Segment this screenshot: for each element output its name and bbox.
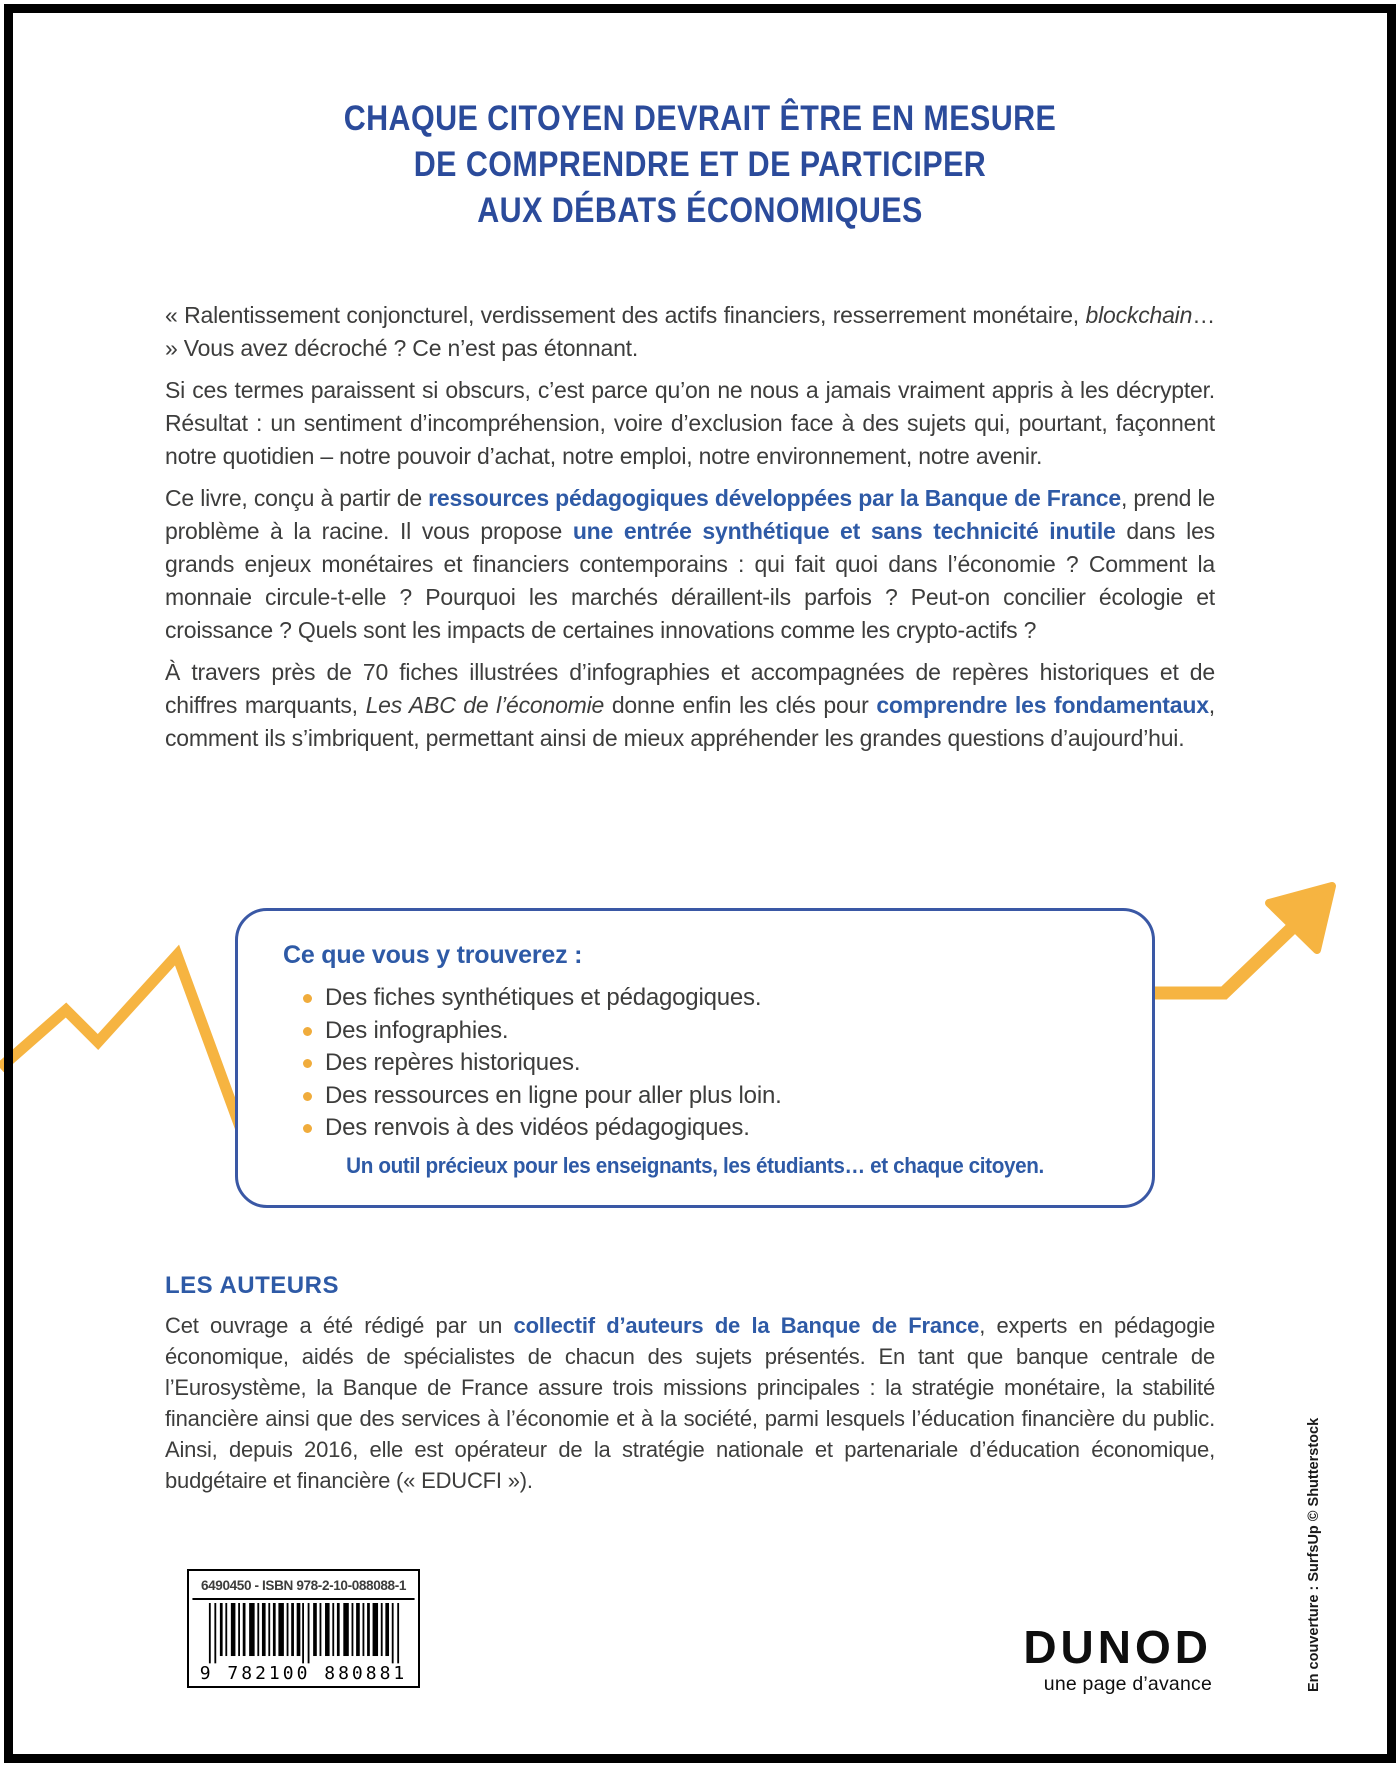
text-segment: Cet ouvrage a été rédigé par un bbox=[165, 1313, 514, 1338]
list-item bbox=[301, 1015, 1107, 1048]
bullet-icon bbox=[303, 1092, 312, 1101]
text-segment: À travers près de 70 fiches illustrées d’infographies et accompagnées de repères historiques et de chiffres marquants, bbox=[165, 659, 1215, 718]
zigzag-line-icon bbox=[0, 955, 243, 1135]
arrow-shaft-icon bbox=[1155, 926, 1294, 993]
authors-section bbox=[165, 1272, 1215, 1496]
text-segment: dans les grands enjeux monétaires et financiers contemporains : qui fait quoi dans l’économie ? Comment la monnaie circule-t-elle ? Pourquoi les marchés déraillent-ils parfois ? Peut-on concilier écologie et croissance ? Quels sont les impacts de certaines innovations comme les crypto-actifs ? bbox=[165, 518, 1215, 643]
barcode-number: 9 782100 880881 bbox=[199, 1663, 408, 1684]
authors-heading: LES AUTEURS bbox=[165, 1272, 339, 1299]
authors-paragraph bbox=[165, 1310, 1215, 1496]
barcode bbox=[187, 1569, 420, 1688]
text-segment: Ce livre, conçu à partir de bbox=[165, 485, 429, 511]
text-segment: ressources pédagogiques développées par la Banque de France bbox=[428, 485, 1121, 511]
list-item-text: Des repères historiques. bbox=[325, 1049, 581, 1076]
list-item bbox=[301, 1047, 1107, 1080]
text-segment: une entrée synthétique et sans technicité inutile bbox=[572, 518, 1116, 544]
headline bbox=[91, 96, 1309, 234]
list-item bbox=[301, 982, 1107, 1015]
intro-paragraph-2 bbox=[165, 374, 1215, 473]
list-item-text: Des renvois à des vidéos pédagogiques. bbox=[325, 1114, 750, 1141]
features-list bbox=[301, 982, 1107, 1145]
bullet-icon bbox=[303, 1124, 312, 1133]
list-item bbox=[301, 1080, 1107, 1113]
text-segment: « Ralentissement conjoncturel, verdissement des actifs financiers, resserrement monétaire, bbox=[165, 302, 1086, 328]
features-box bbox=[235, 908, 1155, 1208]
intro-paragraph-4 bbox=[165, 656, 1215, 755]
features-title: Ce que vous y trouverez : bbox=[283, 941, 583, 969]
headline-line-3: AUX DÉBATS ÉCONOMIQUES bbox=[477, 191, 923, 230]
text-segment: collectif d’auteurs de la Banque de France bbox=[513, 1313, 980, 1338]
list-item-text: Des fiches synthétiques et pédagogiques. bbox=[325, 984, 762, 1011]
isbn-label: 6490450 - ISBN 978-2-10-088088-1 bbox=[192, 1571, 414, 1600]
list-item-text: Des ressources en ligne pour aller plus loin. bbox=[325, 1081, 782, 1109]
headline-line-1: CHAQUE CITOYEN DEVRAIT ÊTRE EN MESURE bbox=[343, 99, 1057, 138]
text-segment: … » Vous avez décroché ? Ce n’est pas étonnant. bbox=[165, 302, 1215, 361]
text-segment: Les ABC de l’économie bbox=[365, 692, 605, 718]
list-item-text: Des infographies. bbox=[325, 1016, 509, 1044]
publisher-logo bbox=[950, 1621, 1212, 1696]
text-segment: blockchain bbox=[1085, 302, 1193, 328]
publisher-name: DUNOD bbox=[1023, 1621, 1212, 1673]
publisher-tagline: une page d’avance bbox=[1043, 1673, 1212, 1695]
intro-paragraph-3 bbox=[165, 482, 1215, 647]
intro-section bbox=[165, 299, 1215, 764]
text-segment: donne enfin les clés pour bbox=[604, 692, 877, 718]
barcode-bars-icon bbox=[198, 1603, 410, 1667]
text-segment: , experts en pédagogie économique, aidés de spécialistes de chacun des sujets présentés. En tant que banque centrale de l’Eurosystème, la Banque de France assure trois missions principales : la stratégie monétaire, la stabilité financière ainsi que des services à l’économie et à la société, parmi lesquels l’éducation financière du public. Ainsi, depuis 2016, elle est opérateur de la stratégie nationale et partenariale d’éducation économique, budgétaire et financière (« EDUCFI »). bbox=[165, 1313, 1215, 1493]
intro-paragraph-1 bbox=[165, 299, 1215, 365]
cover-photo-credit: En couverture : SurfsUp © Shutterstock bbox=[1306, 1417, 1322, 1692]
bullet-icon bbox=[303, 1059, 312, 1068]
list-item bbox=[301, 1112, 1107, 1145]
bullet-icon bbox=[303, 994, 312, 1003]
text-segment: Si ces termes paraissent si obscurs, c’est parce qu’on ne nous a jamais vraiment appris à les décrypter. Résultat : un sentiment d’incompréhension, voire d’exclusion face à des sujets qui, pourtant, façonnent notre quotidien – notre pouvoir d’achat, notre emploi, notre environnement, notre avenir. bbox=[165, 377, 1215, 469]
text-segment: , prend le problème à la racine. Il vous propose bbox=[165, 485, 1215, 544]
headline-line-2: DE COMPRENDRE ET DE PARTICIPER bbox=[413, 145, 987, 184]
text-segment: comprendre les fondamentaux bbox=[876, 692, 1209, 718]
features-footer: Un outil précieux pour les enseignants, les étudiants… et chaque citoyen. bbox=[346, 1153, 1044, 1178]
text-segment: , comment ils s’imbriquent, permettant ainsi de mieux appréhender les grandes questions d’aujourd’hui. bbox=[165, 692, 1215, 751]
bullet-icon bbox=[303, 1027, 312, 1036]
